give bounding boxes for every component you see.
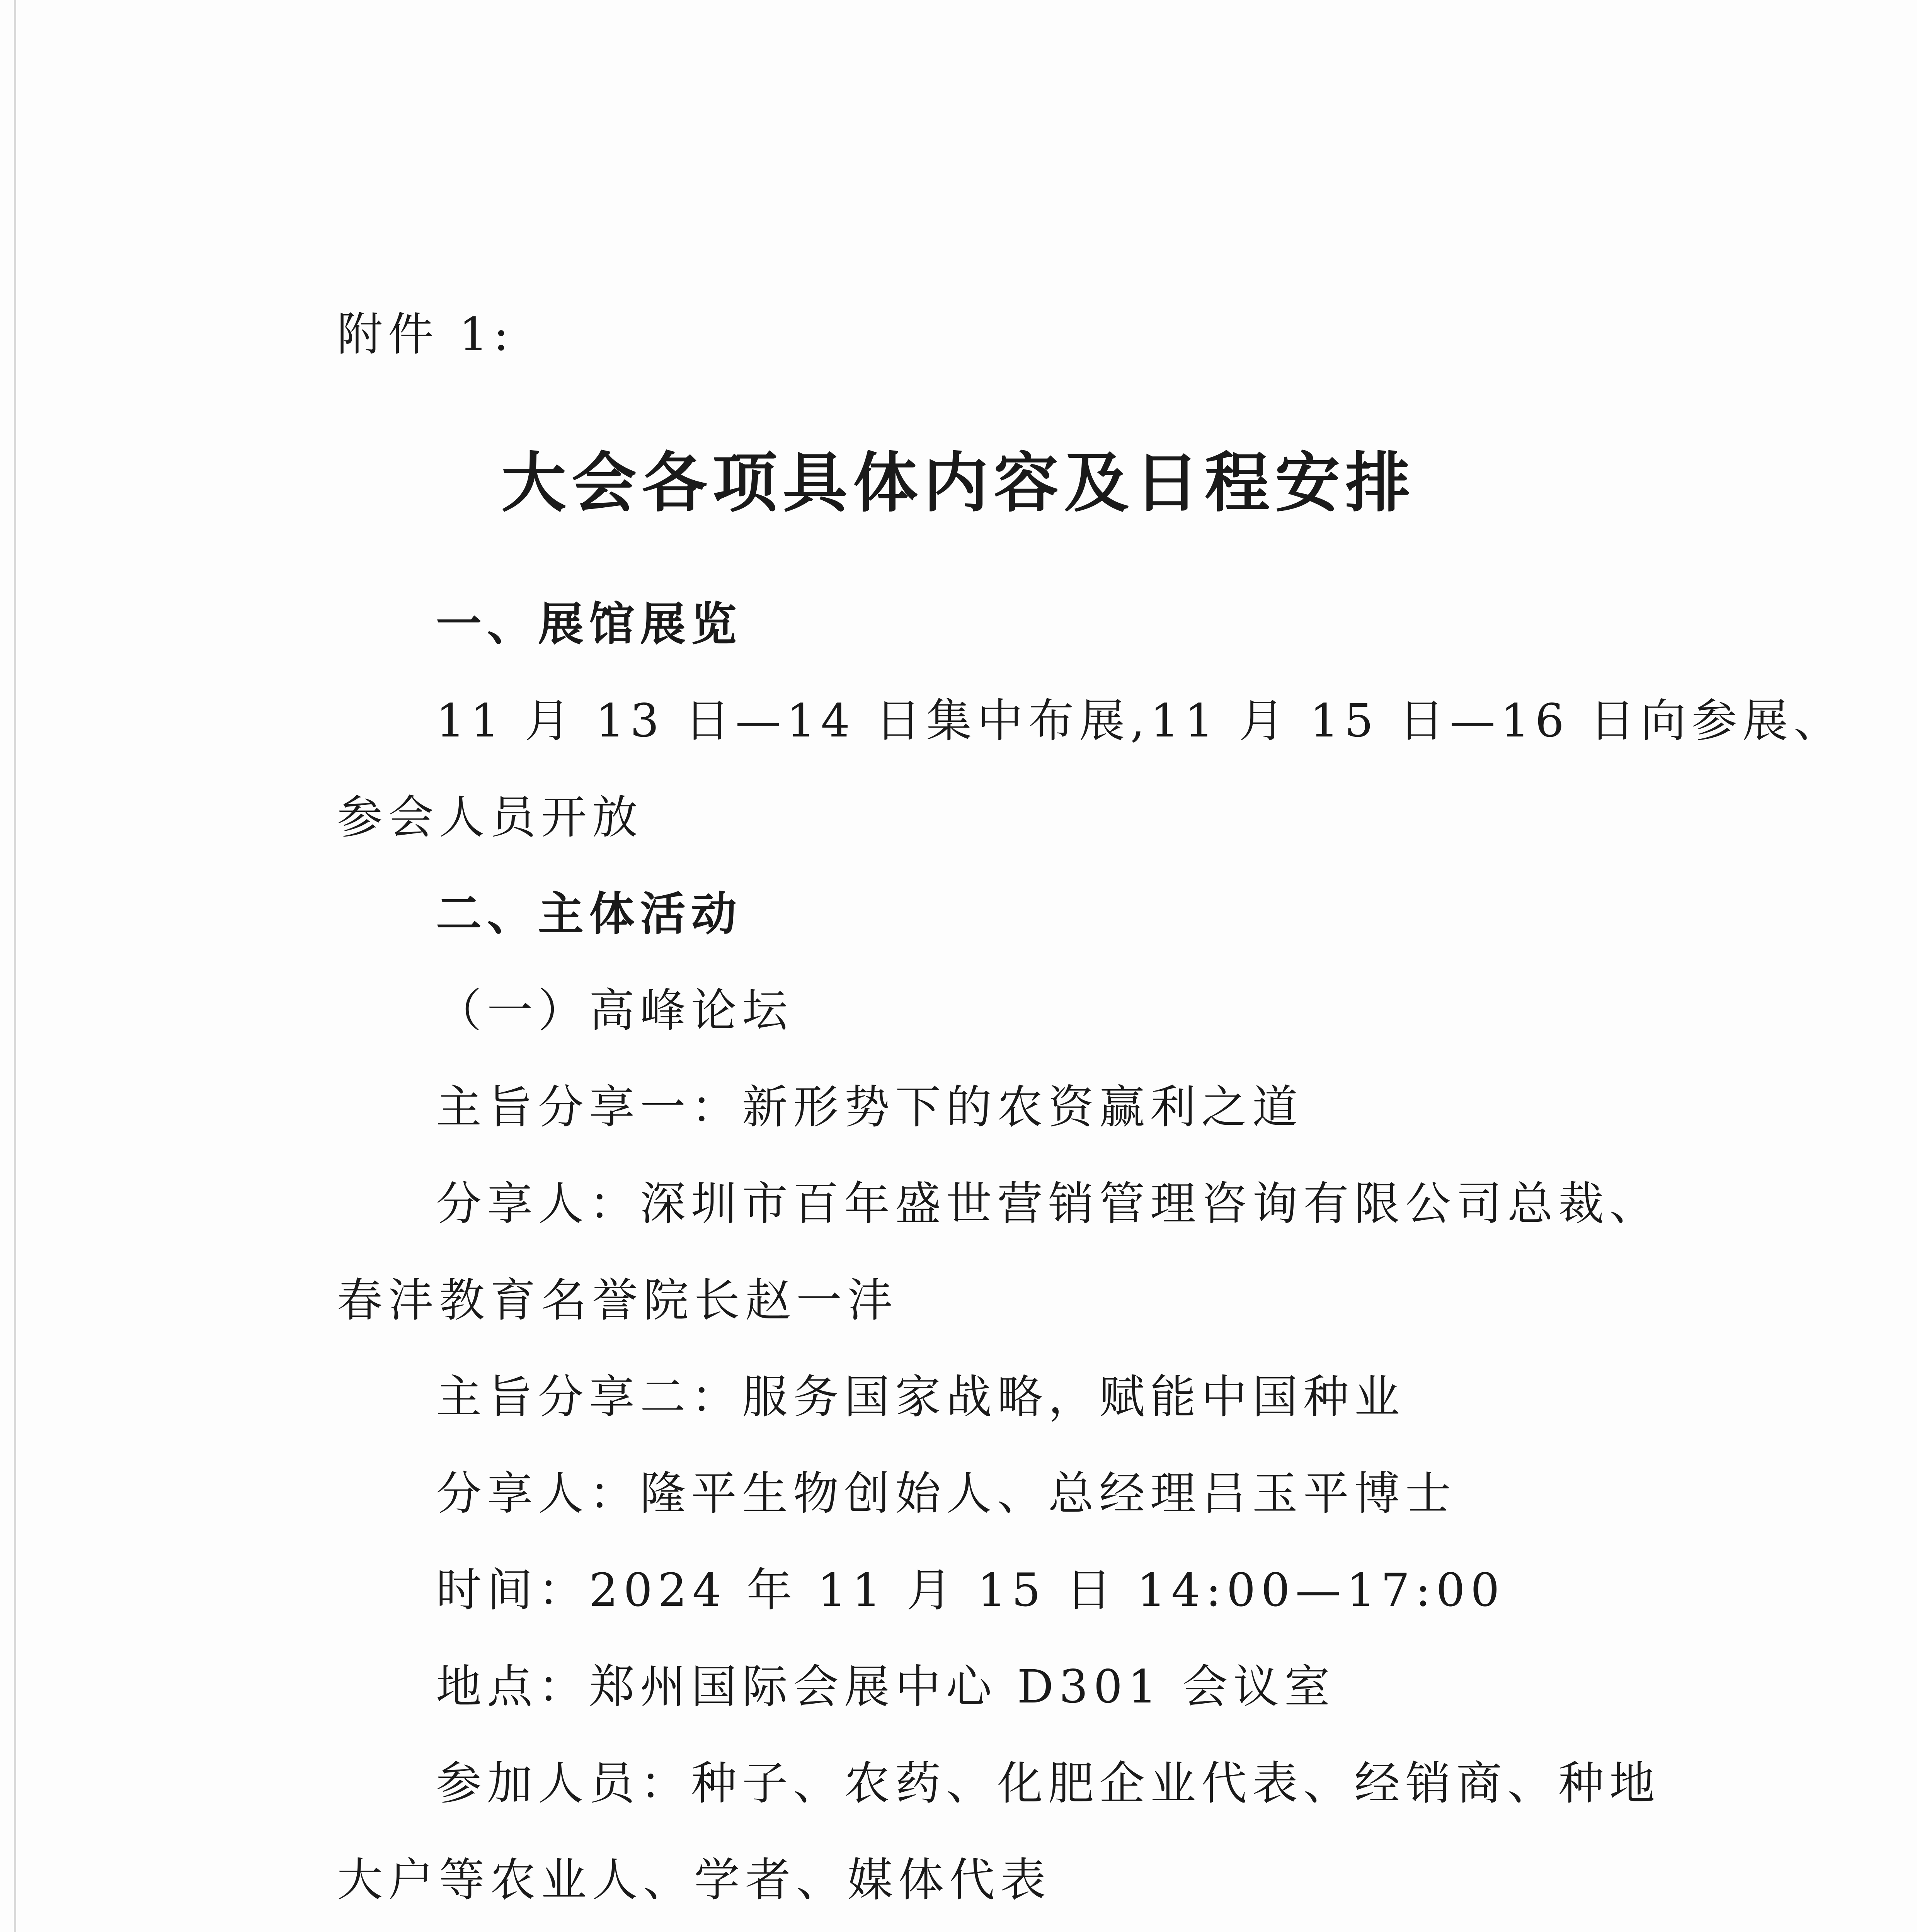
attachment-label: 附件 1: <box>337 308 514 361</box>
sub1-sharer1-line1: 分享人：深圳市百年盛世营销管理咨询有限公司总裁、 <box>436 1177 1661 1230</box>
section1-paragraph-line2: 参会人员开放 <box>337 791 644 844</box>
sub1-heading: （一）高峰论坛 <box>436 984 793 1037</box>
sub1-attendees-line1: 参加人员：种子、农药、化肥企业代表、经销商、种地 <box>436 1757 1661 1810</box>
sub1-time: 时间：2024 年 11 月 15 日 14:00—17:00 <box>436 1563 1505 1617</box>
sub1-share2: 主旨分享二：服务国家战略，赋能中国种业 <box>436 1370 1406 1423</box>
sub1-place: 地点：郑州国际会展中心 D301 会议室 <box>436 1660 1335 1713</box>
document-title: 大会各项具体内容及日程安排 <box>501 445 1416 521</box>
section1-heading: 一、展馆展览 <box>436 597 742 651</box>
sub1-attendees-line2: 大户等农业人、学者、媒体代表 <box>337 1853 1052 1906</box>
scan-edge <box>14 0 16 1932</box>
section2-heading: 二、主体活动 <box>436 887 742 940</box>
sub1-sharer2: 分享人：隆平生物创始人、总经理吕玉平博士 <box>436 1467 1457 1520</box>
section1-paragraph-line1: 11 月 13 日—14 日集中布展,11 月 15 日—16 日向参展、 <box>436 694 1845 747</box>
sub1-sharer1-line2: 春沣教育名誉院长赵一沣 <box>337 1274 899 1327</box>
sub1-share1: 主旨分享一：新形势下的农资赢利之道 <box>436 1080 1304 1134</box>
